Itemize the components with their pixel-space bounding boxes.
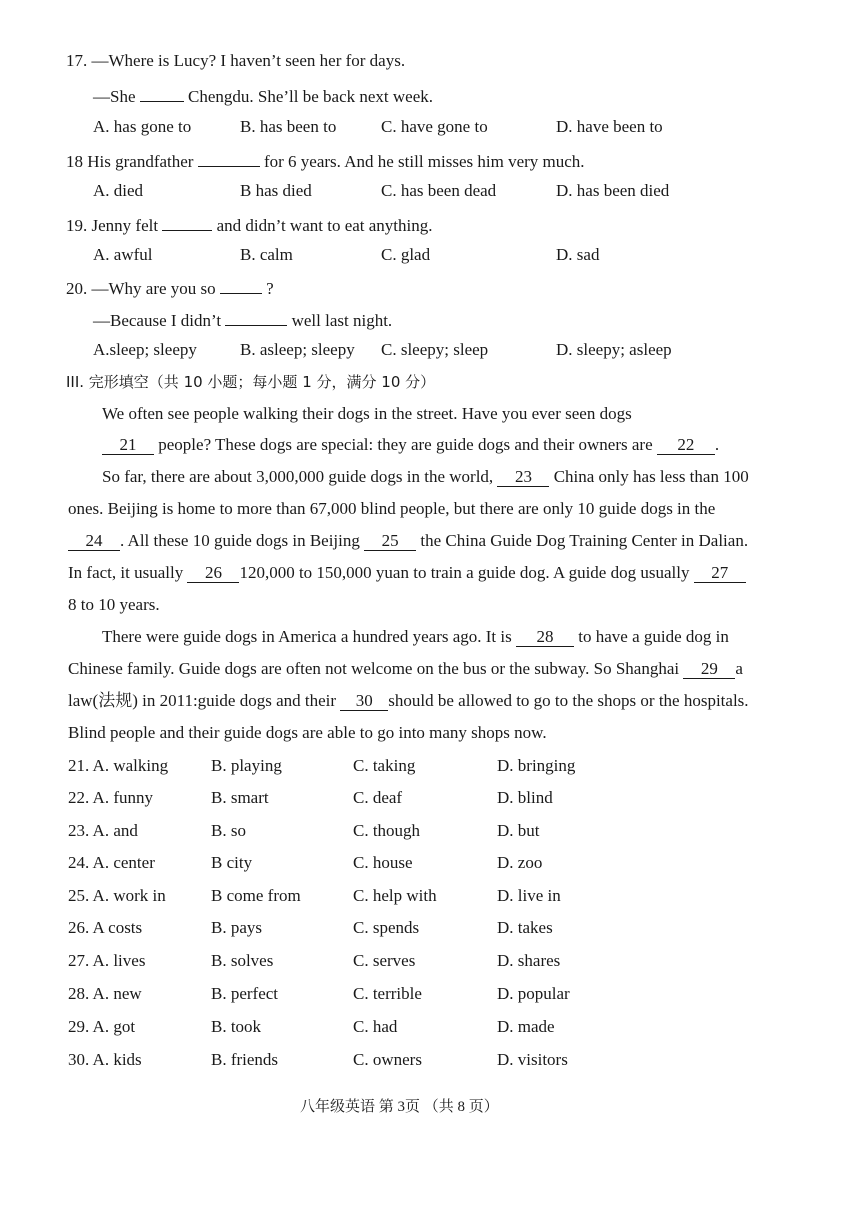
passage-p3-line4: Blind people and their guide dogs are able to go into many shops now. <box>68 723 547 742</box>
choice-25-b: B come from <box>211 886 301 905</box>
passage-p2-line3 <box>68 530 748 552</box>
q17-answer-start: —She <box>93 87 136 106</box>
choice-30-d: D. visitors <box>497 1050 568 1069</box>
passage-p2-line1-text: So far, there are about 3,000,000 guide dogs in the world, <box>102 467 494 486</box>
passage-p2-line3-text: . All these 10 guide dogs in Beijing <box>120 531 360 550</box>
q20-question-start: 20. —Why are you so <box>66 279 216 298</box>
passage-p3-line3-end: should be allowed to go to the shops or the hospitals. <box>388 691 749 710</box>
passage-p2-line1-end: China only has less than 100 <box>553 467 749 486</box>
choice-23-a: 23. A. and <box>68 821 138 840</box>
passage-p3-line2-text: Chinese family. Guide dogs are often not welcome on the bus or the subway. So Shanghai <box>68 659 680 678</box>
choice-26-c: C. spends <box>353 918 420 937</box>
q18-question <box>66 148 585 173</box>
choice-24-a: 24. A. center <box>68 853 155 872</box>
passage-p1-line2-end: . <box>714 435 720 454</box>
q19-blank <box>162 212 212 231</box>
passage-p2-line4-text: In fact, it usually <box>68 563 184 582</box>
choice-24-c: C. house <box>353 853 413 872</box>
q20-answer-end: well last night. <box>291 311 393 330</box>
q17-question: 17. —Where is Lucy? I haven’t seen her for days. <box>66 51 406 70</box>
q20-blank-1 <box>220 275 262 294</box>
choice-26-a: 26. A costs <box>68 918 143 937</box>
q19-option-c: C. glad <box>381 245 431 264</box>
passage-p2-line5: 8 to 10 years. <box>68 595 160 614</box>
choice-22-d: D. blind <box>497 788 553 807</box>
blank-26: 26 <box>187 564 239 583</box>
choice-30-b: B. friends <box>211 1050 279 1069</box>
choice-25-a: 25. A. work in <box>68 886 166 905</box>
q20-option-d: D. sleepy; asleep <box>556 340 672 359</box>
choice-26-d: D. takes <box>497 918 553 937</box>
q18-blank <box>198 148 260 167</box>
choice-27-d: D. shares <box>497 951 561 970</box>
q17-option-d: D. have been to <box>556 117 663 136</box>
choice-22-b: B. smart <box>211 788 269 807</box>
choice-29-a: 29. A. got <box>68 1017 136 1036</box>
choice-27-a: 27. A. lives <box>68 951 146 970</box>
choice-21-a: 21. A. walking <box>68 756 169 775</box>
passage-p2-line4-mid: 120,000 to 150,000 yuan to train a guide dog. A guide dog usually <box>239 563 690 582</box>
q18-option-a: A. died <box>93 181 144 200</box>
passage-p2-line2: ones. Beijing is home to more than 67,000 blind people, but there are only 10 guide dogs in the <box>68 499 716 518</box>
choice-22-c: C. deaf <box>353 788 403 807</box>
choice-23-b: B. so <box>211 821 246 840</box>
q18-question-start: 18 His grandfather <box>66 152 194 171</box>
passage-p3-line1-text: There were guide dogs in America a hundred years ago. It is <box>102 627 512 646</box>
choice-28-a: 28. A. new <box>68 984 142 1003</box>
blank-22: 22 <box>657 436 715 455</box>
choice-29-b: B. took <box>211 1017 262 1036</box>
q19-option-d: D. sad <box>556 245 600 264</box>
passage-p2-line4 <box>68 562 746 584</box>
q20-answer-line <box>93 307 392 332</box>
passage-p3-line1 <box>102 626 729 648</box>
choice-29-d: D. made <box>497 1017 555 1036</box>
passage-p3-line2 <box>68 658 743 680</box>
passage-p2-line1 <box>102 466 749 488</box>
choice-24-b: B city <box>211 853 253 872</box>
q19-question <box>66 212 433 237</box>
blank-28: 28 <box>516 628 574 647</box>
q18-question-end: for 6 years. And he still misses him very much. <box>263 152 585 171</box>
passage-p1-line2 <box>102 434 719 456</box>
blank-30: 30 <box>340 692 388 711</box>
choice-25-c: C. help with <box>353 886 437 905</box>
q17-option-b: B. has been to <box>240 117 337 136</box>
choice-22-a: 22. A. funny <box>68 788 153 807</box>
blank-23: 23 <box>497 468 549 487</box>
q17-option-a: A. has gone to <box>93 117 192 136</box>
q19-question-end: and didn’t want to eat anything. <box>216 216 433 235</box>
q19-question-start: 19. Jenny felt <box>66 216 159 235</box>
choice-24-d: D. zoo <box>497 853 543 872</box>
choice-30-a: 30. A. kids <box>68 1050 142 1069</box>
choice-30-c: C. owners <box>353 1050 422 1069</box>
blank-29: 29 <box>683 660 735 679</box>
q20-question <box>66 275 274 300</box>
choice-28-d: D. popular <box>497 984 570 1003</box>
q20-question-end: ? <box>266 279 274 298</box>
choice-21-b: B. playing <box>211 756 282 775</box>
choice-27-b: B. solves <box>211 951 274 970</box>
q20-option-c: C. sleepy; sleep <box>381 340 489 359</box>
passage-p3-line3-text: law(法规) in 2011:guide dogs and their <box>68 691 337 710</box>
page-footer: 八年级英语 第 3页 （共 8 页） <box>300 1099 499 1115</box>
passage-p1-line2-text: people? These dogs are special: they are guide dogs and their owners are <box>158 435 653 454</box>
q17-option-c: C. have gone to <box>381 117 488 136</box>
q18-option-d: D. has been died <box>556 181 670 200</box>
choice-28-b: B. perfect <box>211 984 279 1003</box>
choice-23-d: D. but <box>497 821 540 840</box>
blank-27: 27 <box>694 564 746 583</box>
q17-answer-end: Chengdu. She’ll be back next week. <box>188 87 434 106</box>
choice-23-c: C. though <box>353 821 421 840</box>
q20-option-b: B. asleep; sleepy <box>240 340 355 359</box>
choice-21-d: D. bringing <box>497 756 576 775</box>
section-3-title: III. 完形填空（共 10 小题；每小题 1 分，满分 10 分） <box>66 373 436 391</box>
passage-p3-line3 <box>68 690 749 712</box>
q20-option-a: A.sleep; sleepy <box>93 340 197 359</box>
choice-27-c: C. serves <box>353 951 416 970</box>
choice-28-c: C. terrible <box>353 984 422 1003</box>
q20-blank-2 <box>225 307 287 326</box>
blank-25: 25 <box>364 532 416 551</box>
choice-29-c: C. had <box>353 1017 398 1036</box>
choice-25-d: D. live in <box>497 886 561 905</box>
blank-24: 24 <box>68 532 120 551</box>
q19-option-b: B. calm <box>240 245 293 264</box>
q17-blank <box>140 83 184 102</box>
choice-21-c: C. taking <box>353 756 416 775</box>
q19-option-a: A. awful <box>93 245 153 264</box>
choice-26-b: B. pays <box>211 918 262 937</box>
q17-answer-line <box>93 83 433 108</box>
passage-p3-line1-end: to have a guide dog in <box>578 627 729 646</box>
q18-option-b: B has died <box>240 181 312 200</box>
passage-p1-line1: We often see people walking their dogs in the street. Have you ever seen dogs <box>102 404 632 423</box>
q18-option-c: C. has been dead <box>381 181 497 200</box>
blank-21: 21 <box>102 436 154 455</box>
passage-p3-line2-end: a <box>735 659 743 678</box>
passage-p2-line3-end: the China Guide Dog Training Center in Dalian. <box>420 531 749 550</box>
q20-answer-start: —Because I didn’t <box>93 311 222 330</box>
